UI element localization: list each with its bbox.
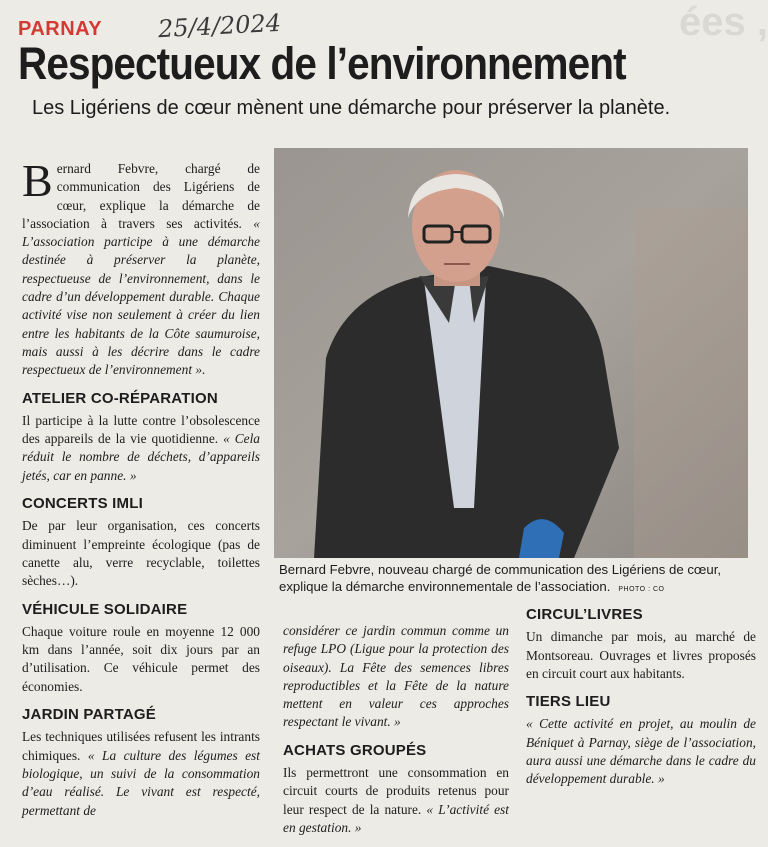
section-title-atelier: ATELIER CO-RÉPARATION	[22, 389, 218, 407]
section-title-tiers: TIERS LIEU	[526, 693, 611, 711]
intro-paragraph	[22, 155, 260, 380]
caption-text: Bernard Febvre, nouveau chargé de communication des Ligériens de cœur, explique la démarche environnementale de l’association.	[279, 562, 722, 594]
photo-credit: PHOTO : CO	[618, 586, 665, 593]
portrait-photo	[274, 148, 748, 558]
atelier-text: Il participe à la lutte contre l’obsolescence des appareils de la vie quotidienne.	[22, 412, 260, 447]
jardin-continuation: considérer ce jardin commun comme un refuge LPO (Ligue pour la protection des oiseaux). La Fête des semences libres reproductibles et la Fête de la nature mettent en valeur ces approches respectant le vivant. »	[283, 623, 509, 730]
column-3	[526, 606, 756, 789]
jardin-text: Les techniques utilisées refusent les intrants chimiques.	[22, 729, 260, 763]
section-title-circul: CIRCUL’LIVRES	[526, 606, 643, 623]
subheadline: Les Ligériens de cœur mènent une démarche pour préserver la planète.	[32, 97, 671, 119]
vehicule-text: Chaque voiture roule en moyenne 12 000 km dans l’année, soit dix jours par an d’utilisation. Ce véhicule permet des économies.	[22, 623, 260, 694]
circul-text: Un dimanche par mois, au marché de Montsoreau. Ouvrages et livres proposés en circuit court aux habitants.	[526, 629, 756, 681]
section-title-concerts: CONCERTS IMLI	[22, 495, 143, 513]
drop-cap: B	[22, 155, 53, 206]
achats-paragraph	[283, 764, 509, 837]
jardin-quote: « La culture des légumes est biologique, un suivi de la consommation d’eau réalisé. Le vivant est respecté, permettant de	[22, 747, 260, 818]
adjacent-article-fragment: ées ,	[679, 0, 768, 44]
atelier-quote: « Cela réduit le nombre de déchets, d’appareils jetés, car en panne. »	[22, 431, 260, 483]
intro-quote: « L’association participe à une démarche destinée à préserver la planète, respectueuse de l’environnement, dans le cadre d’un développement durable. Chaque activité vise non seulement à créer du lien entre les habitants de la Côte saumuroise, mais aussi à les décrire dans le cadre respectueux de l’environnement ».	[22, 215, 260, 378]
achats-text: Ils permettront une consommation en circuit courts de produits retenus pour leur respect de la nature.	[283, 765, 509, 817]
intro-lead: ernard Febvre, chargé de communication des Ligériens de cœur, explique la démarche de l’association à travers ses activités.	[22, 161, 260, 231]
photo-caption	[279, 561, 749, 598]
achats-quote: « L’activité est en gestation. »	[283, 801, 509, 835]
column-1	[22, 155, 260, 820]
section-title-jardin: JARDIN PARTAGÉ	[22, 706, 156, 724]
handwritten-date: 25/4/2024	[157, 8, 282, 44]
tiers-quote: « Cette activité en projet, au moulin de Béniquet à Parnay, siège de l’association, aura aussi une démarche dans le cadre du développement durable. »	[526, 716, 756, 787]
atelier-paragraph	[22, 412, 260, 485]
headline: Respectueux de l’environnement	[18, 38, 626, 89]
town-label: PARNAY	[18, 18, 103, 40]
section-title-vehicule: VÉHICULE SOLIDAIRE	[22, 600, 188, 618]
jardin-paragraph	[22, 728, 260, 819]
column-2	[283, 622, 509, 837]
section-title-achats: ACHATS GROUPÉS	[283, 741, 427, 759]
concerts-text: De par leur organisation, ces concerts diminuent l’empreinte écologique (pas de canette alu, verre recyclable, toilettes sèches…).	[22, 518, 260, 589]
